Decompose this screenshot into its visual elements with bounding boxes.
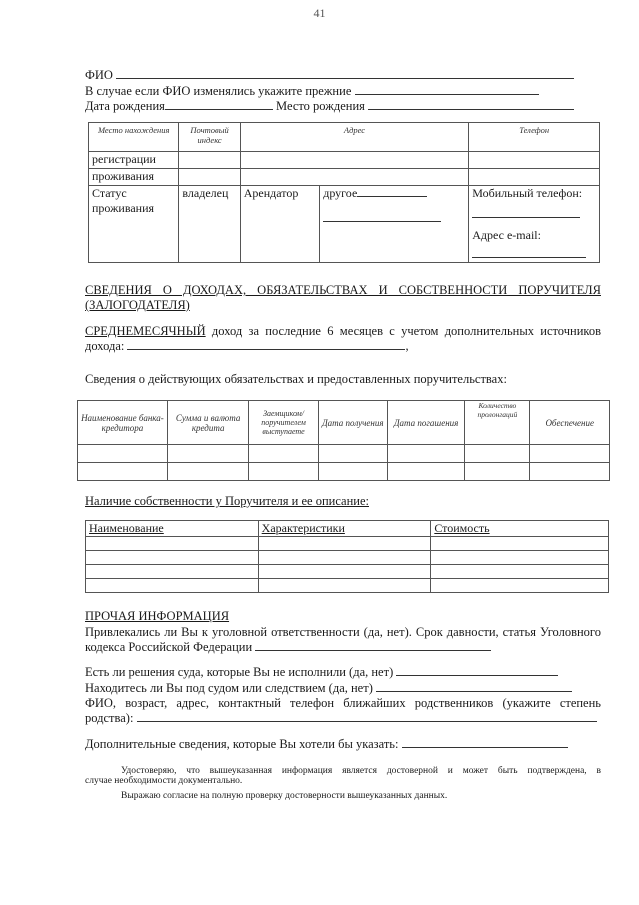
changed-name-label: В случае если ФИО изменялись укажите прежние	[85, 84, 352, 98]
registration-phone-cell[interactable]	[469, 152, 600, 169]
table-cell[interactable]	[258, 551, 431, 565]
table-cell[interactable]	[167, 463, 249, 481]
address-table	[88, 122, 600, 263]
table-cell[interactable]	[249, 463, 318, 481]
table-cell[interactable]	[258, 565, 431, 579]
court-label: Есть ли решения суда, которые Вы не исполнили (да, нет)	[85, 665, 394, 679]
income-line2: дохода:	[85, 339, 125, 353]
table-cell[interactable]	[431, 579, 609, 593]
header-phone: Телефон	[469, 123, 600, 152]
certification-line1: Удостоверяю, что вышеуказанная информация является достоверной и может быть подтверждена, в	[121, 766, 601, 776]
table-cell[interactable]	[318, 463, 387, 481]
investigation-row	[85, 681, 572, 696]
income-section-title-line2: (ЗАЛОГОДАТЕЛЯ)	[85, 298, 190, 312]
court-row	[85, 665, 558, 680]
table-cell[interactable]	[465, 445, 530, 463]
table-cell[interactable]	[530, 445, 610, 463]
status-other-field-2[interactable]	[323, 211, 441, 222]
property-heading: Наличие собственности у Поручителя и ее описание:	[85, 494, 369, 508]
table-cell[interactable]	[530, 463, 610, 481]
residence-address-cell[interactable]	[240, 169, 469, 186]
other-section-title: ПРОЧАЯ ИНФОРМАЦИЯ	[85, 609, 230, 623]
ob-header-prolongations: Количество пролонгаций	[465, 401, 530, 445]
criminal-line2: кодекса Российской Федерации	[85, 640, 253, 654]
income-section-title	[85, 283, 601, 313]
relatives-line1: ФИО, возраст, адрес, контактный телефон ближайших родственников (укажите степень	[85, 696, 601, 710]
row-residence: проживания	[89, 169, 179, 186]
status-other-field[interactable]	[357, 186, 427, 197]
residence-phone-cell[interactable]	[469, 169, 600, 186]
status-label-cell	[89, 186, 179, 263]
property-header-characteristics: Характеристики	[258, 521, 431, 537]
table-row	[86, 537, 609, 551]
table-cell[interactable]	[86, 579, 259, 593]
status-label-line2: проживания	[92, 201, 155, 215]
birth-date-label: Дата рождения	[85, 99, 165, 113]
property-header-name: Наименование	[86, 521, 259, 537]
changed-name-row	[85, 84, 539, 99]
ob-header-role: Заемщиком/ поручителем выступаете	[249, 401, 318, 445]
birth-place-field[interactable]	[368, 99, 574, 110]
certification-line2: случае необходимости документально.	[85, 776, 243, 786]
table-cell[interactable]	[387, 445, 464, 463]
mobile-label: Мобильный телефон:	[472, 186, 583, 200]
property-table	[85, 520, 609, 593]
income-row: СРЕДНЕМЕСЯЧНЫЙ доход за последние 6 месяцев с учетом дополнительных источников дохода: ,	[85, 324, 601, 353]
criminal-line1: Привлекались ли Вы к уголовной ответственности (да, нет). Срок давности, статья Уголовного	[85, 625, 601, 639]
registration-postal-cell[interactable]	[179, 152, 240, 169]
table-cell[interactable]	[431, 537, 609, 551]
email-field[interactable]	[472, 247, 586, 258]
residence-postal-cell[interactable]	[179, 169, 240, 186]
page-number: 41	[313, 6, 326, 20]
relatives-line2: родства):	[85, 711, 134, 725]
table-cell[interactable]	[86, 551, 259, 565]
status-other[interactable]: другое	[323, 186, 358, 200]
registration-address-cell[interactable]	[240, 152, 469, 169]
fio-label: ФИО	[85, 68, 113, 82]
income-field[interactable]	[127, 339, 405, 350]
status-label-line1: Статус	[92, 186, 127, 200]
obligations-table	[77, 400, 610, 481]
table-cell[interactable]	[465, 463, 530, 481]
additional-field[interactable]	[402, 737, 568, 748]
contacts-cell	[469, 186, 600, 263]
birth-date-field[interactable]	[165, 99, 273, 110]
investigation-label: Находитесь ли Вы под судом или следствием (да, нет)	[85, 681, 373, 695]
table-cell[interactable]	[258, 537, 431, 551]
table-cell[interactable]	[258, 579, 431, 593]
table-row	[86, 579, 609, 593]
ob-header-received: Дата получения	[318, 401, 387, 445]
status-tenant[interactable]: Арендатор	[240, 186, 319, 263]
income-section-title-line1: СВЕДЕНИЯ О ДОХОДАХ, ОБЯЗАТЕЛЬСТВАХ И СОБСТВЕННОСТИ ПОРУЧИТЕЛЯ	[85, 283, 601, 297]
ob-header-amount: Сумма и валюта кредита	[167, 401, 249, 445]
ob-header-repaid: Дата погашения	[387, 401, 464, 445]
income-word: СРЕДНЕМЕСЯЧНЫЙ	[85, 324, 206, 338]
relatives-field[interactable]	[137, 711, 597, 722]
table-cell[interactable]	[387, 463, 464, 481]
header-address: Адрес	[240, 123, 469, 152]
table-cell[interactable]	[431, 565, 609, 579]
table-cell[interactable]	[431, 551, 609, 565]
table-row	[78, 463, 610, 481]
table-cell[interactable]	[318, 445, 387, 463]
header-postal: Почтовый индекс	[179, 123, 240, 152]
row-registration: регистрации	[89, 152, 179, 169]
table-cell[interactable]	[86, 565, 259, 579]
relatives-row	[85, 696, 601, 726]
ob-header-collateral: Обеспечение	[530, 401, 610, 445]
table-cell[interactable]	[249, 445, 318, 463]
birth-row	[85, 99, 574, 114]
table-cell[interactable]	[167, 445, 249, 463]
additional-label: Дополнительные сведения, которые Вы хотели бы указать:	[85, 737, 399, 751]
table-row	[86, 565, 609, 579]
status-owner[interactable]: владелец	[179, 186, 240, 263]
fio-field[interactable]	[116, 68, 574, 79]
changed-name-field[interactable]	[355, 84, 539, 95]
obligations-heading: Сведения о действующих обязательствах и предоставленных поручительствах:	[85, 372, 507, 386]
consent-line: Выражаю согласие на полную проверку достоверности вышеуказанных данных.	[121, 791, 448, 801]
birth-place-label: Место рождения	[276, 99, 365, 113]
table-cell[interactable]	[86, 537, 259, 551]
ob-header-bank: Наименование банка-кредитора	[78, 401, 168, 445]
certification-block	[85, 766, 601, 801]
criminal-row	[85, 625, 601, 655]
table-row	[78, 445, 610, 463]
income-rest: доход за последние 6 месяцев с учетом дополнительных источников	[211, 324, 601, 338]
criminal-field[interactable]	[255, 640, 491, 651]
mobile-field[interactable]	[472, 207, 580, 218]
table-cell[interactable]	[78, 445, 168, 463]
email-label: Адрес e-mail:	[472, 228, 541, 242]
status-other-cell	[320, 186, 469, 263]
additional-row	[85, 737, 568, 752]
table-cell[interactable]	[78, 463, 168, 481]
property-header-cost: Стоимость	[431, 521, 609, 537]
court-field[interactable]	[396, 665, 558, 676]
investigation-field[interactable]	[376, 681, 572, 692]
table-row	[86, 551, 609, 565]
fio-row	[85, 68, 574, 83]
header-location: Место нахождения	[89, 123, 179, 152]
